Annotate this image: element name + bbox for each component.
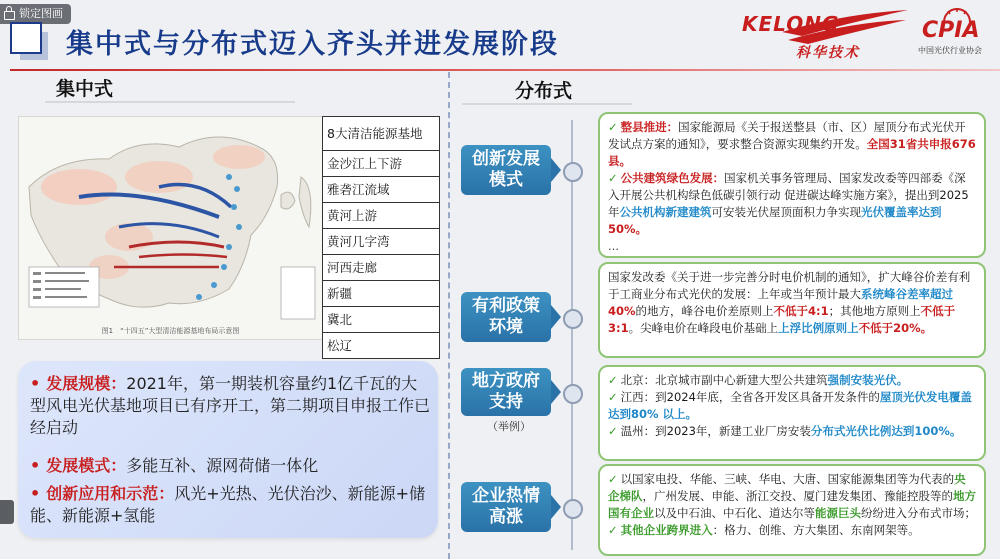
box1-key-b: 公共建筑绿色发展 [620, 171, 713, 185]
pill-label: 企业热情高涨 [472, 486, 540, 527]
distributed-heading: 分布式 [515, 80, 573, 102]
box1-sep-a: ： [666, 120, 679, 134]
box1-text-b1: 国家机关事务管理局、国家发改委等四部委《深入开展公共机构绿色低碳引领行动 促进碳达峰实施方案》，提出到2025年 [608, 171, 969, 219]
base-list-item: 黄河几字湾 [322, 229, 440, 255]
energy-base-list [322, 116, 440, 359]
base-list-item: 松辽 [322, 333, 440, 359]
summary-sep: ： [110, 456, 127, 475]
box3-text-wenzhou: ：到2023年，新建工业厂房安装 [643, 424, 811, 438]
bullet-dot: • [30, 456, 41, 475]
timeline-node [563, 162, 583, 182]
box3-key-wenzhou: 温州 [620, 424, 644, 438]
box2-hl-4b: 不低于20%。 [858, 321, 933, 335]
cpia-logo-subtext: 中国光伏行业协会 [918, 46, 982, 55]
base-list-item: 雅砻江流域 [322, 177, 440, 203]
base-list-item: 金沙江上下游 [322, 151, 440, 177]
box1-hl-b1: 公共机构新建建筑 [619, 205, 712, 219]
china-map-graphic [19, 117, 322, 339]
box3-text-beijing: ：北京城市副中心新建大型公共建筑 [643, 373, 828, 387]
header-rule [10, 69, 1000, 71]
check-icon: ✓ [608, 120, 618, 134]
cpia-logo [916, 8, 996, 60]
check-icon: ✓ [608, 424, 618, 438]
energy-base-map [18, 116, 323, 340]
pill-local-gov [461, 368, 551, 416]
centralized-summary-card [18, 361, 438, 538]
box-innovation-mode [598, 112, 986, 258]
pill-label: 创新发展模式 [472, 149, 540, 190]
summary-item-innovation [30, 483, 430, 527]
lock-icon [4, 11, 15, 20]
box3-key-beijing: 北京 [620, 373, 644, 387]
left-edge-handle[interactable] [0, 500, 14, 524]
pill-innovation-mode [461, 145, 551, 195]
timeline-line [571, 120, 573, 550]
pill-policy [461, 292, 551, 342]
box1-para-a [608, 119, 976, 170]
centralized-heading-underline [45, 101, 295, 103]
check-icon: ✓ [608, 523, 618, 537]
kelong-logo-text: KELONG [742, 12, 840, 36]
summary-key: 发展模式 [46, 456, 111, 475]
check-icon: ✓ [608, 373, 618, 387]
bullet-dot: • [30, 484, 41, 503]
summary-text: 2021年，第一期装机容量约1亿千瓦的大型风电光伏基地项目已有序开工，第二期项目申报工作已经启动 [30, 374, 431, 437]
box3-beijing [608, 372, 976, 389]
box1-hl-b3: 50%。 [608, 222, 648, 236]
timeline-node [563, 499, 583, 519]
summary-text: 风光+光热、光伏治沙、新能源+储能、新能源+氢能 [30, 484, 426, 525]
box3-hl-beijing: 强制安装光伏。 [827, 373, 909, 387]
summary-sep: ： [158, 484, 175, 503]
box4-text-1: 以国家电投、华能、三峡、华电、大唐、国家能源集团等为代表的 [620, 472, 955, 486]
base-list-item: 河西走廊 [322, 255, 440, 281]
base-list-item: 冀北 [322, 307, 440, 333]
pill-arrow [551, 158, 561, 182]
check-icon: ✓ [608, 472, 618, 486]
box3-key-jiangxi: 江西 [620, 390, 644, 404]
distributed-heading-underline [462, 103, 632, 105]
lock-tag-label: 锁定图画 [19, 7, 63, 20]
box2-hl-1: 系统峰谷差率超过 [861, 287, 953, 301]
timeline-node [563, 384, 583, 404]
box-local-gov [598, 365, 986, 461]
summary-key: 创新应用和示范 [46, 484, 159, 503]
summary-key: 发展规模 [46, 374, 111, 393]
bullet-dot: • [30, 374, 41, 393]
pill-arrow [551, 495, 561, 519]
check-icon: ✓ [608, 171, 618, 185]
box3-hl-wenzhou: 分布式光伏比例达到100%。 [810, 424, 962, 438]
summary-item-mode [30, 455, 430, 477]
box2-hl-1b: 40% [608, 304, 636, 318]
box3-hl-jiangxi: 屋顶光伏发电覆盖达到80% 以上。 [608, 390, 972, 421]
box1-text-b2: 可安装光伏屋顶面积力争实现 [711, 205, 861, 219]
page-title: 集中式与分布式迈入齐头并进发展阶段 [66, 29, 559, 60]
timeline-node [563, 309, 583, 329]
map-caption: 图1 “十四五”大型清洁能源基地布局示意图 [101, 327, 240, 335]
box1-key-a: 整县推进 [620, 120, 667, 134]
base-list-item: 黄河上游 [322, 203, 440, 229]
box1-hl-b2: 光伏覆盖率达到 [861, 205, 942, 219]
box4-hl-2: 地方国有企业 [608, 489, 976, 520]
summary-item-scale [30, 373, 430, 439]
lock-screen-tag[interactable] [0, 4, 71, 24]
box2-para [608, 269, 976, 337]
base-list-header: 8大清洁能源基地 [322, 116, 440, 151]
box4-hl-3: 能源巨头 [815, 506, 861, 520]
box-policy [598, 262, 986, 358]
box3-wenzhou [608, 423, 976, 440]
box4-hl-4: 其他企业跨界进入 [620, 523, 713, 537]
kelong-logo-cn: 科华技术 [796, 45, 860, 61]
base-list-item: 新疆 [322, 281, 440, 307]
box2-hl-4: 上浮比例原则上 [778, 321, 859, 335]
section-divider [448, 72, 450, 559]
kelong-logo [742, 6, 910, 60]
box-enterprise [598, 464, 986, 556]
box2-hl-3: 不低于3:1 [608, 304, 956, 335]
box2-text-1: 国家发改委《关于进一步完善分时电价机制的通知》，扩大峰谷价差有利于工商业分布式光伏的发展：上年或当年预计最大 [608, 270, 971, 301]
title-deco-square-front [10, 22, 42, 54]
box4-hl-1: 央企梯队 [608, 472, 966, 503]
box1-text-a: 国家能源局《关于报送整县（市、区）屋顶分布式光伏开发试点方案的通知》，要求整合资源实现集约开发。 [608, 120, 966, 151]
box1-sep-b: ： [712, 171, 725, 185]
pill-enterprise [461, 482, 551, 532]
box1-hl-a: 全国31省共申报676县。 [608, 137, 976, 168]
box4-text-5: ：格力、创维、方大集团、东南网架等。 [712, 523, 920, 537]
box4-para-b [608, 522, 976, 539]
pill-label: 有利政策环境 [472, 296, 540, 337]
pill-arrow [551, 305, 561, 329]
box4-para-a [608, 471, 976, 522]
pill-arrow [551, 380, 561, 404]
box2-text-3: ；其他地方原则上 [828, 304, 921, 318]
box4-text-2: ，广州发展、申能、浙江交投、厦门建发集团、豫能控股等的 [642, 489, 953, 503]
example-label: （举例） [487, 420, 531, 433]
box1-para-b [608, 170, 976, 238]
pill-label: 地方政府支持 [472, 371, 540, 412]
summary-text: 多能互补、源网荷储一体化 [126, 456, 319, 475]
centralized-heading: 集中式 [56, 78, 114, 100]
box3-text-jiangxi: ：到2024年底，全省各开发区具备开发条件的 [643, 390, 880, 404]
check-icon: ✓ [608, 390, 618, 404]
cpia-logo-text: CPIA [922, 18, 980, 43]
summary-sep: ： [110, 374, 127, 393]
box4-text-3: 以及中石油、中石化、道达尔等 [654, 506, 815, 520]
box2-text-4: 。尖峰电价在峰段电价基础上 [628, 321, 779, 335]
box4-text-4: 纷纷进入分布式市场； [861, 506, 976, 520]
box3-jiangxi [608, 389, 976, 423]
box2-text-2: 的地方，峰谷电价差原则上 [635, 304, 774, 318]
box1-ellipsis: … [608, 240, 619, 253]
box2-hl-2: 不低于4:1 [773, 304, 829, 318]
